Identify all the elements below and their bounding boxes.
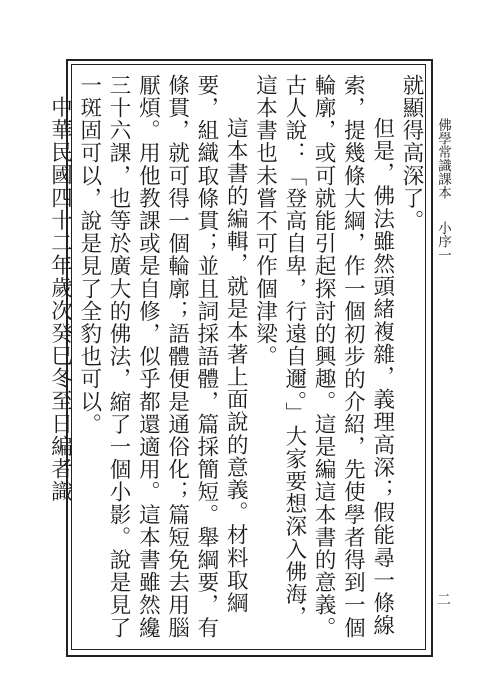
running-head <box>434 118 452 262</box>
paragraph-3: 這本書的編輯，就是本著上面說的意義。材料取綱要，組織取條貫；並且詞採語體，篇採簡短。舉綱要，有條貫，就可得一個輪廓；語體便是通俗化；篇短免去用腦厭煩。用他教課或是自修，似乎都還適用。這本書雖然纔三十六課，也等於廣大的佛法，縮了一個小影。說是見了一斑固可以，說是見了全豹也可以。 <box>76 74 249 639</box>
vertical-text-body <box>47 74 426 646</box>
paragraph-2: 但是，佛法雖然頭緒複雜，義理高深；假能尋一條線索，提幾條大綱，作一個初步的介紹，先使學者得到一個輪廓，或可就能引起探討的興趣。這是編這本書的意義。古人說：「登高自卑，行遠自邇。」大家要想深入佛海，這本書也未嘗不可作個津梁。 <box>252 74 395 639</box>
book-title: 佛學常識課本 <box>435 118 451 199</box>
signature-line: 中華民國四十二年歲次癸巳冬至日編者識 <box>47 95 73 503</box>
section-title: 小序一 <box>435 221 451 262</box>
paragraph-1: 就顯得高深了。 <box>399 74 424 233</box>
page-number: 二 <box>435 592 451 606</box>
